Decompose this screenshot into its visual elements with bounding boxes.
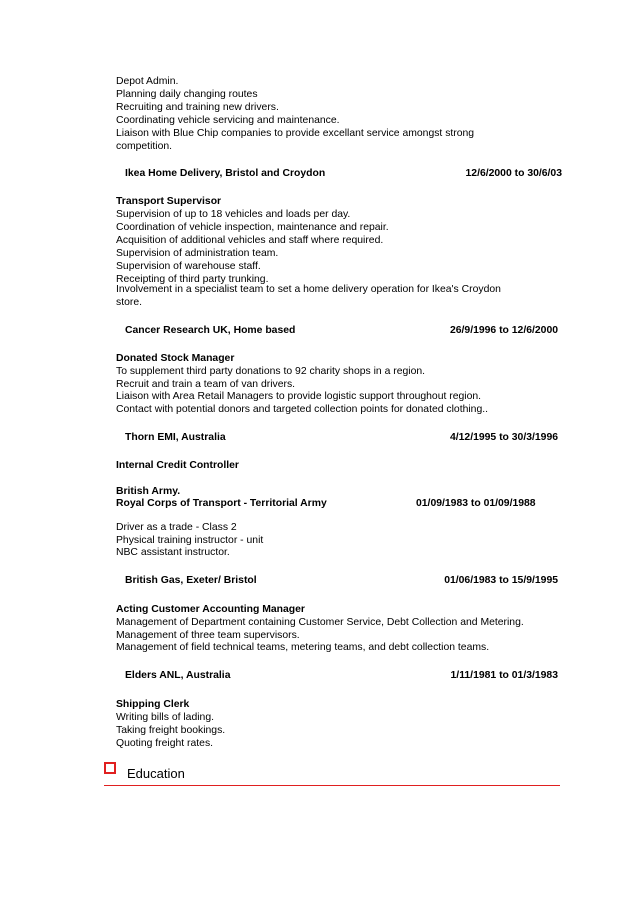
text-line: Receipting of third party trunking.	[116, 274, 269, 285]
company-name: Royal Corps of Transport - Territorial Army	[116, 498, 327, 509]
text-line: store.	[116, 297, 142, 308]
text-line: Recruit and train a team of van drivers.	[116, 379, 296, 390]
text-line: Driver as a trade - Class 2	[116, 522, 237, 533]
text-line: Management of field technical teams, metering teams, and debt collection teams.	[116, 642, 490, 653]
section-divider	[104, 785, 560, 786]
job-dates: 1/11/1981 to 01/3/1983	[450, 670, 558, 681]
text-line: Supervision of up to 18 vehicles and loads per day.	[116, 209, 351, 220]
text-line: Supervision of warehouse staff.	[116, 261, 261, 272]
text-line: Depot Admin.	[116, 76, 179, 87]
job-dates: 01/09/1983 to 01/09/1988	[416, 498, 536, 509]
text-line: Taking freight bookings.	[116, 725, 226, 736]
job-dates: 01/06/1983 to 15/9/1995	[444, 575, 558, 586]
text-line: Recruiting and training new drivers.	[116, 102, 279, 113]
job-title: Internal Credit Controller	[116, 460, 239, 471]
job-title: Acting Customer Accounting Manager	[116, 604, 305, 615]
company-name: Cancer Research UK, Home based	[125, 325, 296, 336]
job-dates: 4/12/1995 to 30/3/1996	[449, 432, 558, 443]
text-line: Liaison with Area Retail Managers to provide logistic support throughout region.	[116, 391, 482, 402]
text-line: Supervision of administration team.	[116, 248, 279, 259]
text-line: Involvement in a specialist team to set a home delivery operation for Ikea's Croydon	[116, 284, 501, 295]
text-line: Acquisition of additional vehicles and staff where required.	[116, 235, 384, 246]
job-dates: 12/6/2000 to 30/6/03	[465, 168, 562, 179]
job-title: Shipping Clerk	[116, 699, 190, 710]
text-line: Contact with potential donors and targeted collection points for donated clothing..	[116, 404, 488, 415]
text-line: Physical training instructor - unit	[116, 535, 264, 546]
checkbox-square-icon	[104, 762, 116, 774]
text-line: Quoting freight rates.	[116, 738, 214, 749]
text-line: Liaison with Blue Chip companies to provide excellant service amongst strong	[116, 128, 475, 139]
job-dates: 26/9/1996 to 12/6/2000	[449, 325, 558, 336]
organisation-name: British Army.	[116, 486, 181, 497]
company-name: Elders ANL, Australia	[125, 670, 231, 681]
text-line: Management of three team supervisors.	[116, 630, 300, 641]
company-name: British Gas, Exeter/ Bristol	[125, 575, 257, 586]
company-name: Ikea Home Delivery, Bristol and Croydon	[125, 168, 326, 179]
company-name: Thorn EMI, Australia	[125, 432, 226, 443]
text-line: To supplement third party donations to 92 charity shops in a region.	[116, 366, 426, 377]
job-title: Donated Stock Manager	[116, 353, 235, 364]
section-title: Education	[127, 766, 185, 781]
job-title: Transport Supervisor	[116, 196, 222, 207]
text-line: Coordination of vehicle inspection, maintenance and repair.	[116, 222, 389, 233]
text-line: competition.	[116, 141, 173, 152]
text-line: Planning daily changing routes	[116, 89, 258, 100]
text-line: Management of Department containing Customer Service, Debt Collection and Metering.	[116, 617, 524, 628]
text-line: Writing bills of lading.	[116, 712, 214, 723]
text-line: Coordinating vehicle servicing and maintenance.	[116, 115, 340, 126]
text-line: NBC assistant instructor.	[116, 547, 230, 558]
